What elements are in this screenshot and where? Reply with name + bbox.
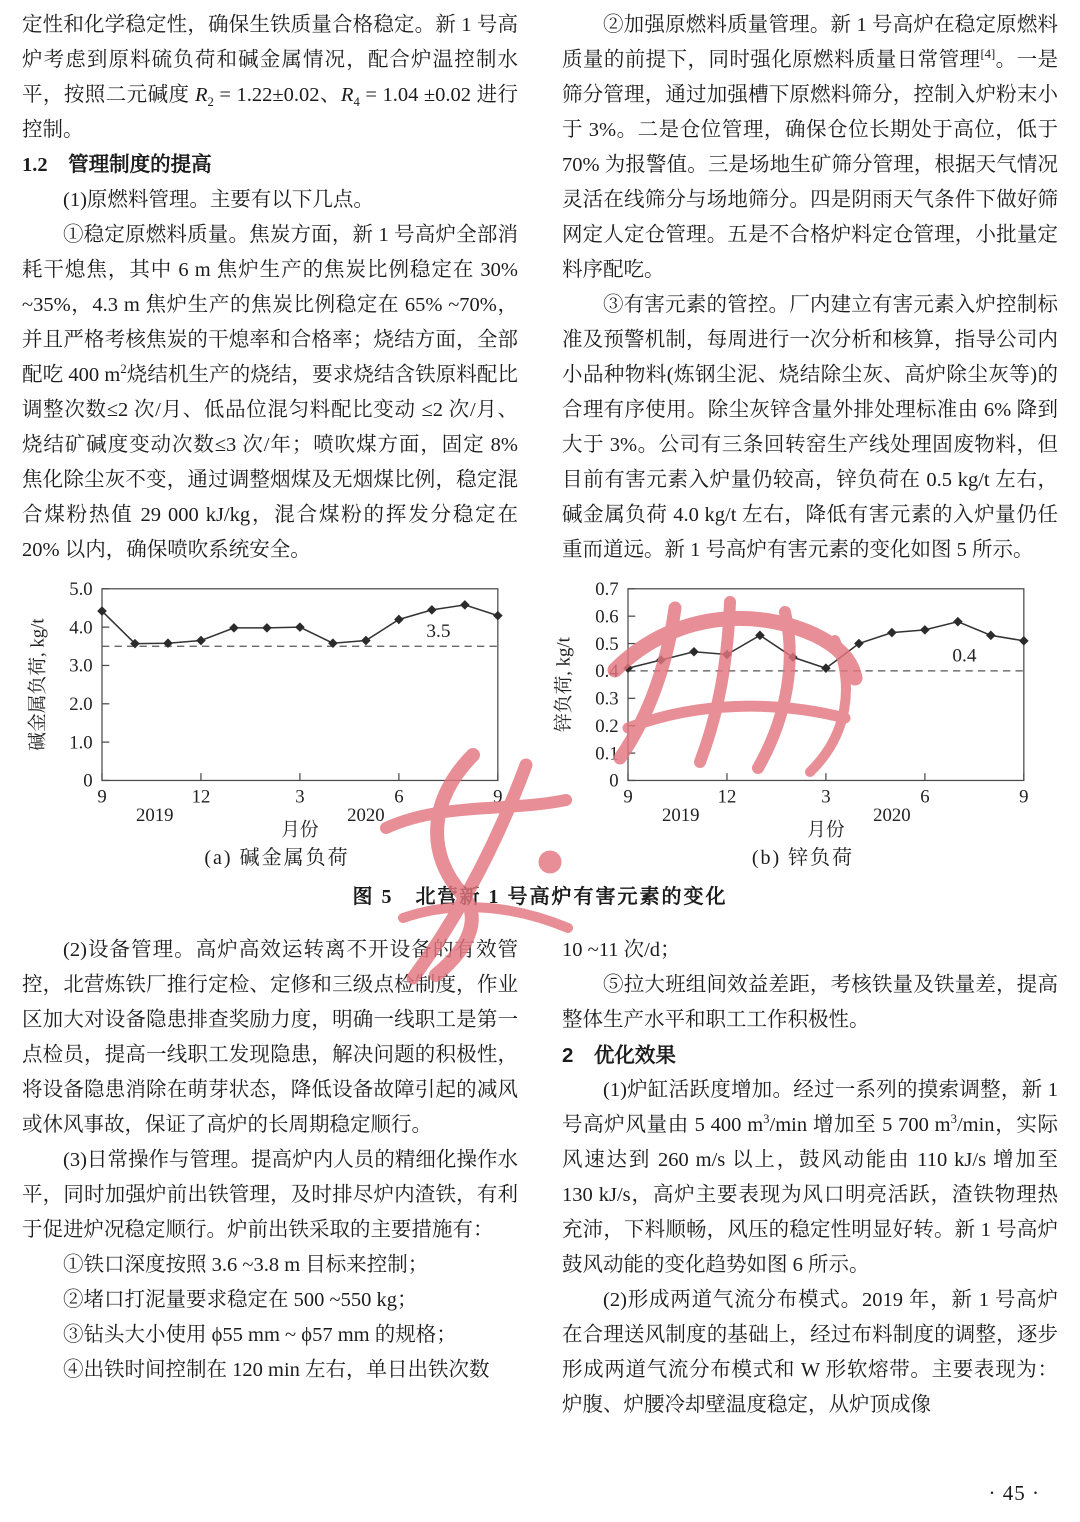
svg-text:12: 12 xyxy=(717,786,737,808)
chart-caption-a: (a) 碱金属负荷 xyxy=(204,847,350,869)
chart-zinc-load-canvas xyxy=(553,572,1053,841)
paragraph: (2)形成两道气流分布模式。2019 年，新 1 号高炉在合理送风制度的基础上，经过布料制度的调整，逐步形成两道气流分布模式和 W 形软熔带。主要表现为：炉腹、炉腰冷却壁温度稳定，从炉顶成像 xyxy=(562,1289,1058,1416)
svg-text:9: 9 xyxy=(97,786,107,808)
svg-text:9: 9 xyxy=(1019,786,1029,808)
svg-text:3: 3 xyxy=(295,786,305,808)
column-bottom-left xyxy=(22,933,518,1423)
svg-text:0.7: 0.7 xyxy=(595,579,619,601)
chart-alkali-load xyxy=(27,572,527,870)
paragraph: ①铁口深度按照 3.6 ~3.8 m 目标来控制； xyxy=(63,1254,429,1276)
svg-text:1.0: 1.0 xyxy=(69,732,93,754)
paragraph: ④出铁时间控制在 120 min 左右，单日出铁次数 xyxy=(63,1359,490,1381)
paragraph: 定性和化学稳定性，确保生铁质量合格稳定。新 1 号高炉考虑到原料硫负荷和碱金属情况，配合炉温控制水平，按照二元碱度 $R_2 = 1.22\pm 0.02$、$R_4 = 1.04 \pm 0.02$ 进行控制。 xyxy=(22,14,519,141)
figure-caption: 图 5 北营新 1 号高炉有害元素的变化 xyxy=(352,886,728,908)
svg-text:0.5: 0.5 xyxy=(595,633,619,655)
section-heading: 2 优化效果 xyxy=(562,1044,676,1067)
figure-5 xyxy=(0,572,1080,909)
chart-alkali-load-canvas xyxy=(27,572,527,841)
svg-text:2019: 2019 xyxy=(136,805,174,827)
svg-text:2020: 2020 xyxy=(347,805,385,827)
svg-text:月份: 月份 xyxy=(281,819,319,841)
svg-text:4.0: 4.0 xyxy=(69,617,93,639)
svg-text:3.5: 3.5 xyxy=(426,620,451,642)
paragraph: 10 ~11 次/d； xyxy=(562,939,681,961)
svg-text:5.0: 5.0 xyxy=(69,579,93,601)
paragraph: ③钻头大小使用 ϕ55 mm ~ ϕ57 mm 的规格； xyxy=(63,1324,457,1346)
bottom-text-section xyxy=(0,933,1080,1423)
svg-text:2019: 2019 xyxy=(662,805,700,827)
chart-zinc-load xyxy=(553,572,1053,870)
svg-text:6: 6 xyxy=(920,786,930,808)
column-top-right xyxy=(562,8,1058,568)
svg-text:0: 0 xyxy=(609,770,619,792)
svg-text:9: 9 xyxy=(493,786,503,808)
paragraph: ③有害元素的管控。厂内建立有害元素入炉控制标准及预警机制，每周进行一次分析和核算，指导公司内小品种物料(炼钢尘泥、烧结除尘灰、高炉除尘灰等)的合理有序使用。除尘灰锌含量外排处理标准由 6% 降到大于 3%。公司有三条回转窑生产线处理固废物料，但目前有害元素入炉量仍较高，锌负荷在 0.5 kg/t 左右，碱金属负荷 4.0 kg/t 左右，降低有害元素的入炉量仍任重而道远。新 1 号高炉有害元素的变化如图 5 所示。 xyxy=(562,294,1058,561)
top-text-section xyxy=(0,0,1080,568)
svg-text:3.0: 3.0 xyxy=(69,655,93,677)
paragraph: ①稳定原燃料质量。焦炭方面，新 1 号高炉全部消耗干熄焦，其中 6 m 焦炉生产的焦炭比例稳定在 30% ~35%，4.3 m 焦炉生产的焦炭比例稳定在 65% ~70%，并且严格考核焦炭的干熄率和合格率；烧结方面，全部配吃 400 $m^2$烧结机生产的烧结，要求烧结含铁原料配比调整次数≤2 次/月、低品位混匀料配比变动 ≤2 次/月、烧结矿碱度变动次数≤3 次/年；喷吹煤方面，固定 8% 焦化除尘灰不变，通过调整烟煤及无烟煤比例，稳定混合煤粉热值 29 000 kJ/kg，混合煤粉的挥发分稳定在 20% 以内，确保喷吹系统安全。 xyxy=(22,224,518,561)
paragraph: ②加强原燃料质量管理。新 1 号高炉在稳定原燃料质量的前提下，同时强化原燃料质量日常管理[4]。一是筛分管理，通过加强槽下原燃料筛分，控制入炉粉末小于 3%。二是仓位管理，确保仓位长期处于高位，低于 70% 为报警值。三是场地生矿筛分管理，根据天气情况灵活在线筛分与场地筛分。四是阴雨天气条件下做好筛网定人定仓管理。五是不合格炉料定仓管理，小批量定料序配吃。 xyxy=(562,14,1059,281)
svg-text:月份: 月份 xyxy=(807,819,845,841)
svg-text:0.6: 0.6 xyxy=(595,606,619,628)
svg-text:0.4: 0.4 xyxy=(595,661,619,683)
svg-text:碱金属负荷, kg/t: 碱金属负荷, kg/t xyxy=(27,618,49,751)
chart-row xyxy=(0,572,1080,870)
svg-text:2.0: 2.0 xyxy=(69,694,93,716)
page-number: · 45 · xyxy=(988,1481,1040,1505)
svg-text:0: 0 xyxy=(83,770,93,792)
paragraph: ②堵口打泥量要求稳定在 500 ~550 kg； xyxy=(63,1289,418,1311)
paragraph: (1)原燃料管理。主要有以下几点。 xyxy=(63,189,374,211)
svg-text:6: 6 xyxy=(394,786,404,808)
paragraph: (3)日常操作与管理。提高炉内人员的精细化操作水平，同时加强炉前出铁管理，及时排尽炉内渣铁，有利于促进炉况稳定顺行。炉前出铁采取的主要措施有： xyxy=(22,1149,518,1241)
svg-text:9: 9 xyxy=(623,786,633,808)
svg-text:2020: 2020 xyxy=(873,805,911,827)
paragraph: (1)炉缸活跃度增加。经过一系列的摸索调整，新 1 号高炉风量由 5 400 $m^3/\min$ 增加至 5 700 $m^3/\min$，实际风速达到 260 m/s 以上，鼓风动能由 110 kJ/s 增加至 130 kJ/s，高炉主要表现为风口明亮活跃，渣铁物理热充沛，下料顺畅，风压的稳定性明显好转。新 1 号高炉鼓风动能的变化趋势如图 6 所示。 xyxy=(562,1079,1058,1276)
svg-text:3: 3 xyxy=(821,786,831,808)
column-bottom-right xyxy=(562,933,1058,1423)
svg-text:0.2: 0.2 xyxy=(595,715,619,737)
svg-text:0.3: 0.3 xyxy=(595,688,619,710)
paragraph: (2)设备管理。高炉高效运转离不开设备的有效管控，北营炼铁厂推行定检、定修和三级点检制度，作业区加大对设备隐患排查奖励力度，明确一线职工是第一点检员，提高一线职工发现隐患，解决问题的积极性，将设备隐患消除在萌芽状态，降低设备故障引起的减风或休风事故，保证了高炉的长周期稳定顺行。 xyxy=(22,939,518,1136)
svg-text:0.4: 0.4 xyxy=(952,645,977,667)
svg-text:锌负荷, kg/t: 锌负荷, kg/t xyxy=(553,637,575,733)
section-heading: 1.2 管理制度的提高 xyxy=(22,154,212,176)
column-top-left xyxy=(22,8,518,568)
paragraph: ⑤拉大班组间效益差距，考核铁量及铁量差，提高整体生产水平和职工工作积极性。 xyxy=(562,974,1058,1031)
chart-caption-b: (b) 锌负荷 xyxy=(751,847,855,869)
svg-text:0.1: 0.1 xyxy=(595,743,619,765)
svg-text:12: 12 xyxy=(191,786,211,808)
